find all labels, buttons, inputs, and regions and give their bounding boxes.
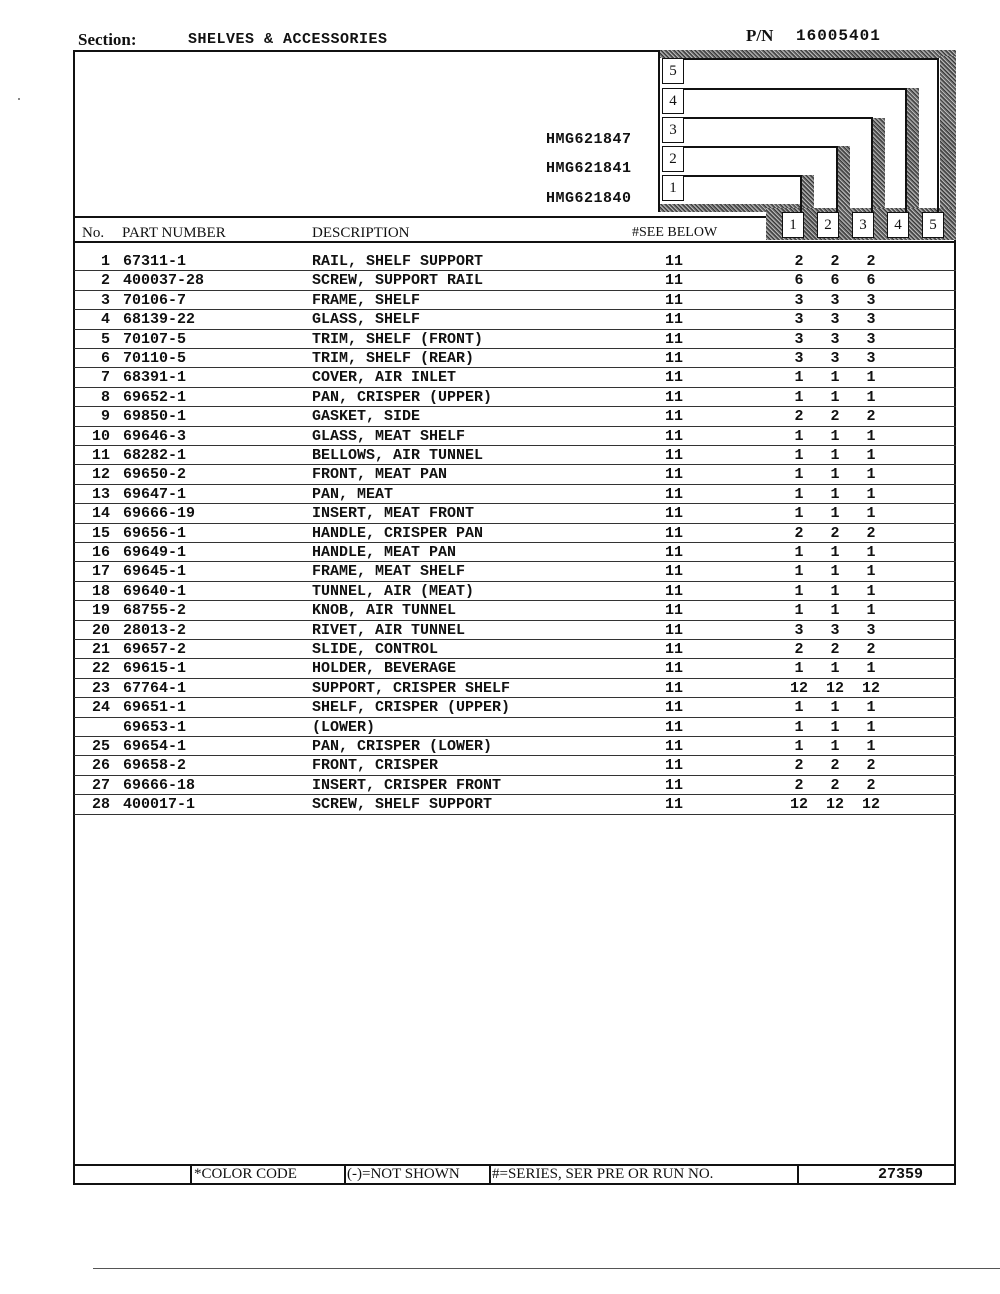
table-row [74,776,956,795]
qty-model-3: 3 [866,291,876,309]
matrix-hatch-col5 [940,56,956,214]
matrix-hatch-top [660,50,956,58]
qty-column-header: 5 [922,212,944,238]
part-number: 69615-1 [123,660,187,678]
footer-divider [797,1165,799,1185]
see-below-code: 11 [665,466,684,484]
table-row [74,601,956,620]
qty-model-3: 1 [866,505,876,523]
qty-model-3: 1 [866,602,876,620]
part-description: HOLDER, BEVERAGE [312,660,457,678]
qty-model-1: 3 [794,621,804,639]
model-number: HMG621841 [546,160,632,177]
qty-model-2: 3 [830,350,840,367]
qty-model-3: 2 [866,408,876,426]
step-line [905,88,907,214]
row-number: 4 [100,311,110,329]
table-row [74,330,956,349]
table-row [74,582,956,601]
qty-model-2: 1 [830,485,840,503]
qty-model-3: 2 [866,641,876,658]
row-number: 19 [91,602,110,620]
row-number: 3 [100,291,110,309]
see-below-code: 11 [665,544,684,561]
qty-model-3: 1 [866,485,876,503]
qty-model-2: 1 [830,544,840,561]
row-number: 28 [91,796,110,814]
part-description: COVER, AIR INLET [312,369,457,387]
row-number: 14 [91,505,110,523]
see-below-code: 11 [665,388,684,406]
part-description: RAIL, SHELF SUPPORT [312,253,484,270]
qty-model-2: 1 [830,447,840,464]
see-below-code: 11 [665,563,684,581]
see-below-code: 11 [665,485,684,503]
part-description: FRONT, MEAT PAN [312,466,448,484]
row-number: 23 [91,679,110,697]
qty-model-2: 1 [830,660,840,678]
part-number: 69658-2 [123,757,187,775]
qty-model-2: 3 [830,311,840,329]
qty-model-3: 12 [861,796,880,814]
table-row [74,718,956,737]
footer-divider [489,1165,491,1185]
qty-model-3: 2 [866,253,876,270]
see-below-code: 11 [665,582,684,600]
qty-model-2: 1 [830,369,840,387]
step-line [684,146,837,148]
qty-model-1: 1 [794,466,804,484]
step-line [836,146,838,214]
row-number: 11 [91,447,110,464]
level-box: 3 [662,117,684,143]
table-row [74,465,956,484]
see-below-code: 11 [665,641,684,658]
see-below-code: 11 [665,757,684,775]
qty-model-3: 1 [866,738,876,755]
part-description: GLASS, SHELF [312,311,421,329]
qty-model-2: 1 [830,505,840,523]
qty-model-1: 1 [794,544,804,561]
qty-column-header: 1 [782,212,804,238]
qty-model-1: 1 [794,388,804,406]
row-number: 20 [91,621,110,639]
step-line [684,117,872,119]
table-row [74,659,956,678]
table-row [74,524,956,543]
part-description: INSERT, CRISPER FRONT [312,776,502,794]
qty-model-3: 1 [866,544,876,561]
see-below-code: 11 [665,291,684,309]
see-below-code: 11 [665,330,684,348]
part-number: 69647-1 [123,485,187,503]
row-number: 13 [91,485,110,503]
part-description: HANDLE, MEAT PAN [312,544,457,561]
column-header-part-number: PART NUMBER [122,225,226,241]
see-below-code: 11 [665,679,684,697]
part-number: 69645-1 [123,563,187,581]
table-row [74,621,956,640]
part-description: FRAME, MEAT SHELF [312,563,466,581]
level-box: 2 [662,146,684,172]
see-below-code: 11 [665,738,684,755]
see-below-code: 11 [665,350,684,367]
qty-model-2: 1 [830,582,840,600]
part-number: 67311-1 [123,253,187,270]
table-row [74,562,956,581]
level-box: 4 [662,88,684,114]
table-row [74,504,956,523]
qty-model-1: 2 [794,757,804,775]
qty-model-1: 3 [794,350,804,367]
part-number: 69653-1 [123,718,187,736]
step-line [800,175,802,214]
qty-model-3: 1 [866,466,876,484]
row-number: 16 [91,544,110,561]
pn-value: 16005401 [796,27,881,45]
table-row [74,543,956,562]
row-number: 10 [91,427,110,445]
footer-divider [190,1165,192,1185]
table-row [74,756,956,775]
qty-model-2: 3 [830,330,840,348]
qty-column-header: 2 [817,212,839,238]
part-number: 68282-1 [123,447,187,464]
qty-model-3: 3 [866,621,876,639]
table-row [74,795,956,814]
qty-column-header: 4 [887,212,909,238]
matrix-hatch-col2 [838,146,850,214]
table-row [74,485,956,504]
step-line [871,117,873,214]
qty-model-2: 3 [830,621,840,639]
part-number: 70107-5 [123,330,187,348]
table-row [74,310,956,329]
part-number: 68391-1 [123,369,187,387]
qty-model-3: 1 [866,388,876,406]
row-number: 26 [91,757,110,775]
model-number: HMG621840 [546,190,632,207]
part-description: PAN, CRISPER (LOWER) [312,738,493,755]
qty-model-2: 2 [830,757,840,775]
footer-not-shown: (-)=NOT SHOWN [347,1166,460,1182]
part-number: 69649-1 [123,544,187,561]
part-number: 70106-7 [123,291,187,309]
matrix-left-rule [658,50,660,212]
qty-model-1: 12 [789,796,808,814]
section-label: Section: [78,30,137,49]
table-row [74,252,956,271]
table-row [74,446,956,465]
qty-model-2: 2 [830,408,840,426]
qty-model-2: 1 [830,718,840,736]
row-number: 1 [100,253,110,270]
qty-column-header: 3 [852,212,874,238]
qty-model-1: 1 [794,738,804,755]
part-description: GASKET, SIDE [312,408,421,426]
qty-model-2: 2 [830,253,840,270]
qty-model-3: 1 [866,447,876,464]
part-number: 70110-5 [123,350,187,367]
qty-model-1: 1 [794,699,804,717]
part-description: RIVET, AIR TUNNEL [312,621,466,639]
part-description: HANDLE, CRISPER PAN [312,524,484,542]
qty-model-1: 1 [794,485,804,503]
part-description: FRAME, SHELF [312,291,421,309]
part-number: 69657-2 [123,641,187,658]
step-line [937,58,939,214]
table-row [74,679,956,698]
qty-model-3: 1 [866,699,876,717]
table-row [74,698,956,717]
part-description: SCREW, SHELF SUPPORT [312,796,493,814]
qty-model-3: 1 [866,660,876,678]
column-header-see-below: #SEE BELOW [632,225,718,240]
part-description: PAN, MEAT [312,485,394,503]
see-below-code: 11 [665,427,684,445]
part-number: 69651-1 [123,699,187,717]
table-row [74,407,956,426]
row-number: 15 [91,524,110,542]
qty-model-2: 2 [830,524,840,542]
qty-model-2: 1 [830,738,840,755]
qty-model-1: 1 [794,447,804,464]
part-number: 69666-18 [123,776,196,794]
part-number: 400017-1 [123,796,196,814]
table-row [74,388,956,407]
row-number: 8 [100,388,110,406]
part-number: 69650-2 [123,466,187,484]
qty-model-3: 3 [866,311,876,329]
column-header-description: DESCRIPTION [312,225,410,241]
part-number: 67764-1 [123,679,187,697]
row-number: 25 [91,738,110,755]
see-below-code: 11 [665,505,684,523]
qty-model-1: 1 [794,563,804,581]
part-number: 69666-19 [123,505,196,523]
section-value: SHELVES & ACCESSORIES [188,31,388,48]
see-below-code: 11 [665,311,684,329]
part-number: 28013-2 [123,621,187,639]
table-row [74,349,956,368]
qty-model-1: 2 [794,776,804,794]
part-number: 69656-1 [123,524,187,542]
part-description: SUPPORT, CRISPER SHELF [312,679,511,697]
row-number: 6 [100,350,110,367]
qty-model-1: 2 [794,253,804,270]
qty-model-1: 2 [794,641,804,658]
footer-document-number: 27359 [878,1166,924,1183]
qty-model-2: 1 [830,466,840,484]
qty-model-2: 2 [830,776,840,794]
part-description: TRIM, SHELF (FRONT) [312,330,484,348]
row-number: 9 [100,408,110,426]
part-number: 69654-1 [123,738,187,755]
part-number: 68755-2 [123,602,187,620]
part-description: FRONT, CRISPER [312,757,439,775]
qty-model-3: 12 [861,679,880,697]
see-below-code: 11 [665,718,684,736]
footer-color-code: *COLOR CODE [194,1166,297,1182]
matrix-hatch-col3 [873,118,885,214]
column-header-no: No. [82,225,105,241]
header-top-rule [74,216,766,218]
row-number: 27 [91,776,110,794]
qty-model-2: 1 [830,699,840,717]
step-line [684,88,906,90]
qty-model-2: 1 [830,602,840,620]
part-description: SHELF, CRISPER (UPPER) [312,699,511,717]
qty-model-1: 1 [794,505,804,523]
see-below-code: 11 [665,602,684,620]
qty-model-1: 1 [794,582,804,600]
level-box: 1 [662,175,684,201]
table-row [74,271,956,290]
qty-model-2: 6 [830,272,840,290]
part-description: SLIDE, CONTROL [312,641,439,658]
part-number: 69850-1 [123,408,187,426]
qty-model-2: 1 [830,563,840,581]
row-number: 12 [91,466,110,484]
see-below-code: 11 [665,796,684,814]
qty-model-1: 2 [794,524,804,542]
row-number: 22 [91,660,110,678]
qty-model-3: 1 [866,369,876,387]
row-number: 24 [91,699,110,717]
qty-model-1: 3 [794,291,804,309]
part-description: PAN, CRISPER (UPPER) [312,388,493,406]
qty-model-3: 1 [866,582,876,600]
see-below-code: 11 [665,699,684,717]
pn-label: P/N [746,26,774,45]
see-below-code: 11 [665,776,684,794]
qty-model-1: 3 [794,330,804,348]
row-number: 18 [91,582,110,600]
row-number: 2 [100,272,110,290]
row-number: 21 [91,641,110,658]
part-description: TRIM, SHELF (REAR) [312,350,475,367]
qty-model-1: 1 [794,427,804,445]
part-number: 68139-22 [123,311,196,329]
part-description: KNOB, AIR TUNNEL [312,602,457,620]
table-row [74,640,956,659]
row-number: 7 [100,369,110,387]
part-description: INSERT, MEAT FRONT [312,505,475,523]
part-description: TUNNEL, AIR (MEAT) [312,582,475,600]
scan-speck [18,98,20,100]
qty-model-2: 12 [825,679,844,697]
qty-model-2: 12 [825,796,844,814]
footer-divider [344,1165,346,1185]
qty-model-3: 3 [866,330,876,348]
step-line [684,58,938,60]
qty-model-3: 1 [866,427,876,445]
part-description: BELLOWS, AIR TUNNEL [312,447,484,464]
part-description: SCREW, SUPPORT RAIL [312,272,484,290]
qty-model-3: 6 [866,272,876,290]
level-box: 5 [662,58,684,84]
qty-model-2: 3 [830,291,840,309]
see-below-code: 11 [665,369,684,387]
part-description: (LOWER) [312,718,376,736]
qty-model-1: 2 [794,408,804,426]
part-number: 69640-1 [123,582,187,600]
see-below-code: 11 [665,272,684,290]
qty-model-2: 1 [830,427,840,445]
qty-model-3: 2 [866,524,876,542]
qty-model-3: 3 [866,350,876,367]
see-below-code: 11 [665,253,684,270]
footer-series-note: #=SERIES, SER PRE OR RUN NO. [492,1166,714,1182]
see-below-code: 11 [665,524,684,542]
qty-model-3: 1 [866,718,876,736]
qty-model-2: 1 [830,388,840,406]
qty-model-3: 1 [866,563,876,581]
part-number: 400037-28 [123,272,205,290]
see-below-code: 11 [665,408,684,426]
qty-model-1: 1 [794,718,804,736]
row-number: 5 [100,330,110,348]
row-number: 17 [91,563,110,581]
qty-model-3: 2 [866,776,876,794]
part-number: 69646-3 [123,427,187,445]
see-below-code: 11 [665,621,684,639]
qty-model-1: 1 [794,369,804,387]
matrix-hatch-col4 [907,88,919,214]
step-line [684,175,801,177]
qty-model-1: 6 [794,272,804,290]
table-row [74,291,956,310]
qty-model-2: 2 [830,641,840,658]
see-below-code: 11 [665,447,684,464]
qty-model-1: 1 [794,602,804,620]
table-row [74,368,956,387]
qty-model-1: 12 [789,679,808,697]
part-description: GLASS, MEAT SHELF [312,427,466,445]
model-number: HMG621847 [546,131,632,148]
qty-model-3: 2 [866,757,876,775]
table-row [74,427,956,446]
page-bottom-rule [93,1268,1000,1269]
see-below-code: 11 [665,660,684,678]
qty-model-1: 1 [794,660,804,678]
table-row [74,737,956,756]
qty-model-1: 3 [794,311,804,329]
part-number: 69652-1 [123,388,187,406]
